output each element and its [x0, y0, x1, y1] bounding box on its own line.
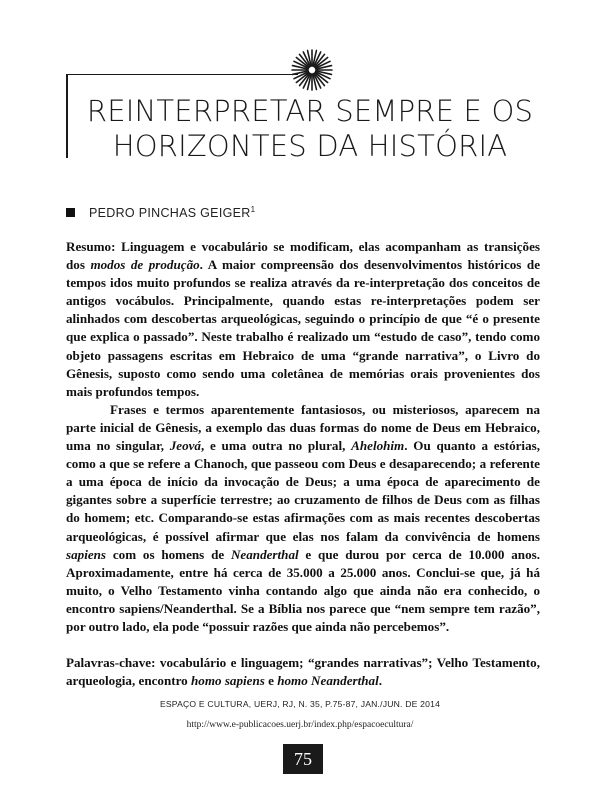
journal-url[interactable]: http://www.e-publicacoes.uerj.br/index.php/espacoecultura/ — [186, 720, 414, 730]
title-frame-left — [66, 74, 68, 158]
abstract-text: e que durou por cerca de 10.000 anos. Aproximadamente, entre há cerca de 35.000 a 25.000 anos. Conclui-se que, já há muito, o Velho Testamento vinha contando algo que ainda não era conhecido, o encontro sapiens/Neanderthal. Se a Bíblia nos parece que “nem sempre tem razão”, por outro lado, ela pode “possuir razões que ainda não percebemos”. — [66, 546, 540, 634]
abstract-text: , e uma outra no plural, — [200, 438, 352, 454]
sunburst-ornament-icon — [290, 48, 334, 92]
abstract-paragraph-2 — [66, 401, 540, 636]
author-footnote-mark: 1 — [250, 205, 256, 214]
keywords-paragraph — [66, 654, 540, 690]
title-frame-top — [66, 74, 298, 75]
abstract-block — [66, 238, 540, 690]
abstract-text: . A maior compreensão dos desenvolvimentos históricos de tempos idos muito profundos se realiza através da re-interpretação dos conceitos de antigos vocábulos. Principalmente, quando estas re-interpretações podem ser alinhados com descobertas arqueológicas, seguindo o princípio de que “é o presente que explica o passado”. Neste trabalho é realizado um “estudo de caso”, tendo como objeto passagens escritas em Hebraico de uma “grande narrativa”, o Livro do Gênesis, suposto como sendo uma coletânea de memórias orais provenientes dos mais profundos tempos. — [66, 257, 541, 399]
keywords-text: Palavras-chave: vocabulário e linguagem; “grandes narrativas”; Velho Testamento, arqueologia, encontro — [66, 655, 540, 689]
abstract-text: . Ou quanto a estórias, como a que se refere a Chanoch, que passeou com Deus e desaparecendo; a referente a uma época de início da invocação de Deus; a uma época de aparecimento de gigantes sobre a superfície terrestre; ao cruzamento de filhos de Deus com as filhas do homem; etc. Comparando-se estas afirmações com as mais recentes descobertas arqueológicas, é possível afirmar que elas nos falam da convivência de homens — [66, 438, 540, 544]
abstract-text: com os homens de — [106, 546, 231, 562]
keywords-italic: homo sapiens — [191, 673, 265, 689]
keywords-text: . — [378, 673, 382, 689]
keywords-text: e — [264, 673, 278, 689]
abstract-italic: Jeová — [169, 438, 201, 454]
page-number: 75 — [283, 744, 323, 774]
abstract-paragraph-1 — [66, 238, 540, 401]
abstract-italic: sapiens — [66, 546, 107, 562]
author-name: PEDRO PINCHAS GEIGER — [89, 206, 251, 221]
abstract-italic: Ahelohim — [351, 438, 405, 454]
abstract-italic: Neanderthal — [230, 546, 299, 562]
article-title — [80, 94, 540, 164]
keywords-italic: homo Neanderthal — [277, 673, 379, 689]
abstract-text: Frases e termos aparentemente fantasiosos, ou misteriosos, aparecem na parte inicial de Gênesis, a exemplo das duas formas do nome de Deus em Hebraico, uma no singular, — [66, 401, 540, 454]
square-bullet-icon — [66, 208, 75, 217]
abstract-italic: modos de produção — [90, 257, 200, 273]
author-line — [66, 205, 255, 220]
title-line-2: HORIZONTES DA HISTÓRIA — [112, 129, 508, 163]
abstract-text: Resumo: Linguagem e vocabulário se modificam, elas acompanham as transições dos — [66, 239, 540, 273]
title-line-1: REINTERPRETAR SEMPRE E OS — [86, 94, 534, 128]
journal-citation: ESPAÇO E CULTURA, UERJ, RJ, N. 35, P.75-87, JAN./JUN. DE 2014 — [159, 699, 441, 709]
